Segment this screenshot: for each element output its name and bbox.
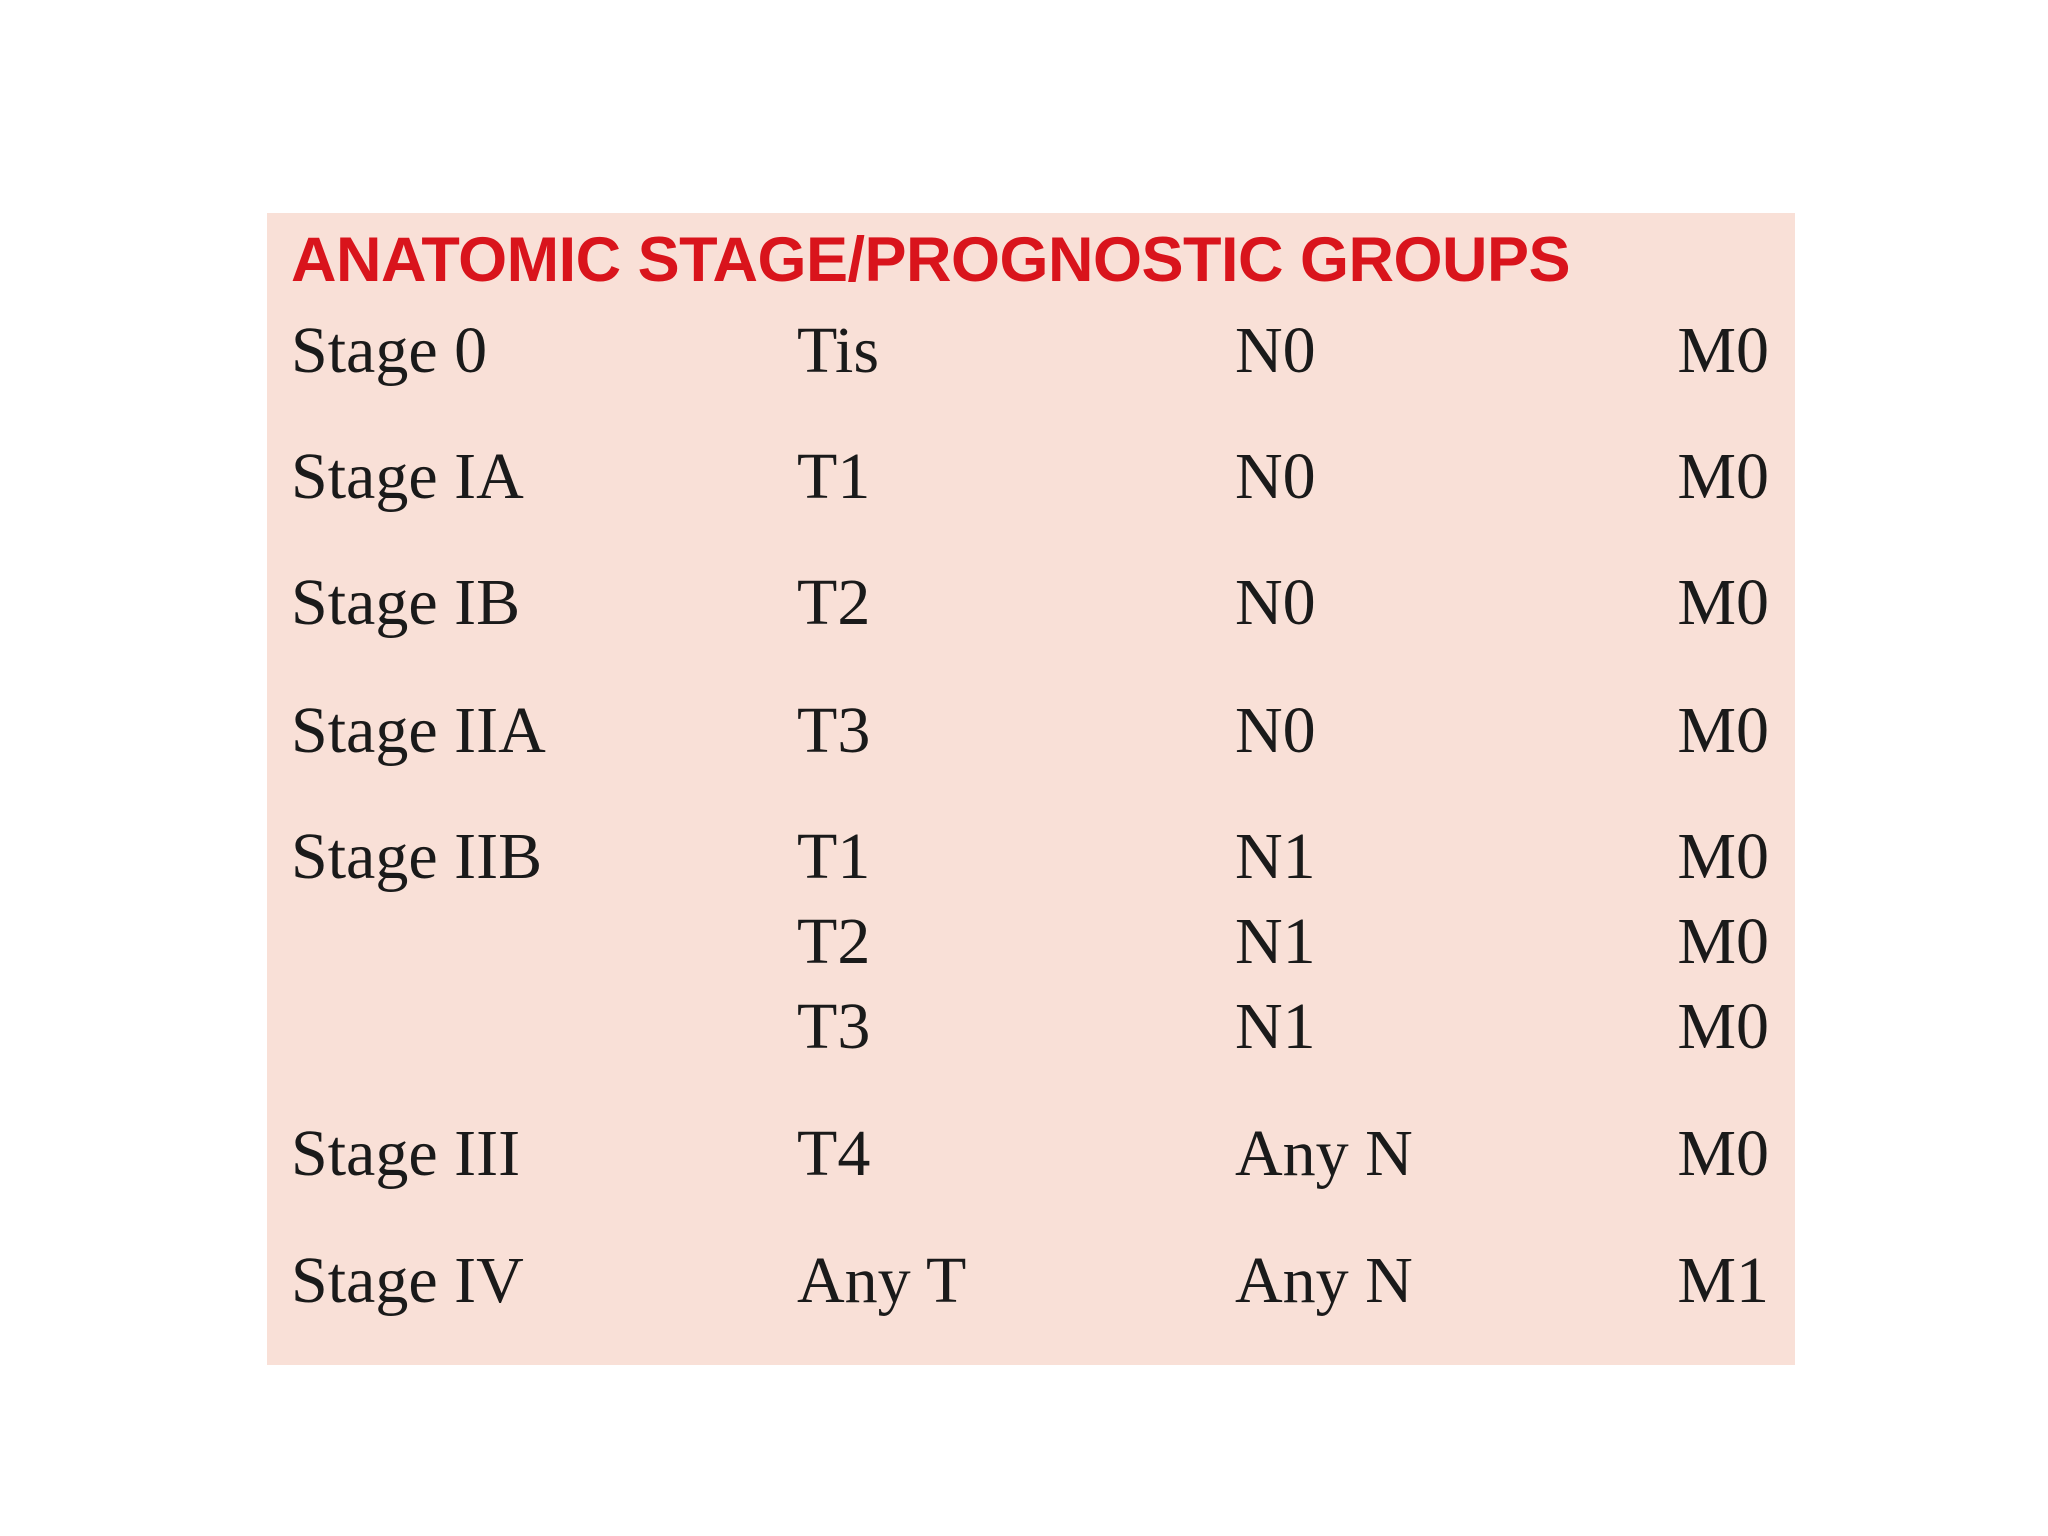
table-row-stage-iii bbox=[267, 1112, 1795, 1196]
table-row-stage-0 bbox=[267, 309, 1795, 393]
table-row-stage-ia bbox=[267, 435, 1795, 519]
m-cell: M0 bbox=[1677, 820, 1769, 893]
stage-cell: Stage IIA bbox=[291, 694, 546, 767]
n-cell: N1 bbox=[1235, 990, 1316, 1063]
table-row-stage-iib-t3 bbox=[267, 985, 1795, 1069]
table-row-stage-iia bbox=[267, 689, 1795, 773]
n-cell: N0 bbox=[1235, 566, 1316, 639]
stage-cell: Stage IIB bbox=[291, 820, 543, 893]
table-row-stage-iib-t2 bbox=[267, 900, 1795, 984]
m-cell: M0 bbox=[1677, 990, 1769, 1063]
stage-cell: Stage 0 bbox=[291, 314, 488, 387]
t-cell: T1 bbox=[797, 440, 871, 513]
stage-cell: Stage IV bbox=[291, 1244, 524, 1317]
t-cell: T1 bbox=[797, 820, 871, 893]
m-cell: M0 bbox=[1677, 1117, 1769, 1190]
m-cell: M0 bbox=[1677, 440, 1769, 513]
t-cell: T4 bbox=[797, 1117, 871, 1190]
m-cell: M0 bbox=[1677, 905, 1769, 978]
n-cell: N1 bbox=[1235, 820, 1316, 893]
table-row-stage-iib bbox=[267, 815, 1795, 899]
stage-cell: Stage IB bbox=[291, 566, 521, 639]
staging-rows bbox=[267, 309, 1795, 1365]
t-cell: T3 bbox=[797, 694, 871, 767]
table-row-stage-ib bbox=[267, 561, 1795, 645]
n-cell: Any N bbox=[1235, 1244, 1413, 1317]
m-cell: M0 bbox=[1677, 694, 1769, 767]
n-cell: N1 bbox=[1235, 905, 1316, 978]
table-title: ANATOMIC STAGE/PROGNOSTIC GROUPS bbox=[291, 225, 1571, 295]
n-cell: N0 bbox=[1235, 314, 1316, 387]
t-cell: Tis bbox=[797, 314, 880, 387]
m-cell: M0 bbox=[1677, 314, 1769, 387]
t-cell: T3 bbox=[797, 990, 871, 1063]
table-row-stage-iv bbox=[267, 1239, 1795, 1323]
m-cell: M1 bbox=[1677, 1244, 1769, 1317]
n-cell: N0 bbox=[1235, 694, 1316, 767]
n-cell: N0 bbox=[1235, 440, 1316, 513]
stage-cell: Stage IA bbox=[291, 440, 524, 513]
stage-cell: Stage III bbox=[291, 1117, 521, 1190]
n-cell: Any N bbox=[1235, 1117, 1413, 1190]
t-cell: T2 bbox=[797, 566, 871, 639]
t-cell: Any T bbox=[797, 1244, 967, 1317]
m-cell: M0 bbox=[1677, 566, 1769, 639]
t-cell: T2 bbox=[797, 905, 871, 978]
staging-table-panel bbox=[267, 213, 1795, 1365]
